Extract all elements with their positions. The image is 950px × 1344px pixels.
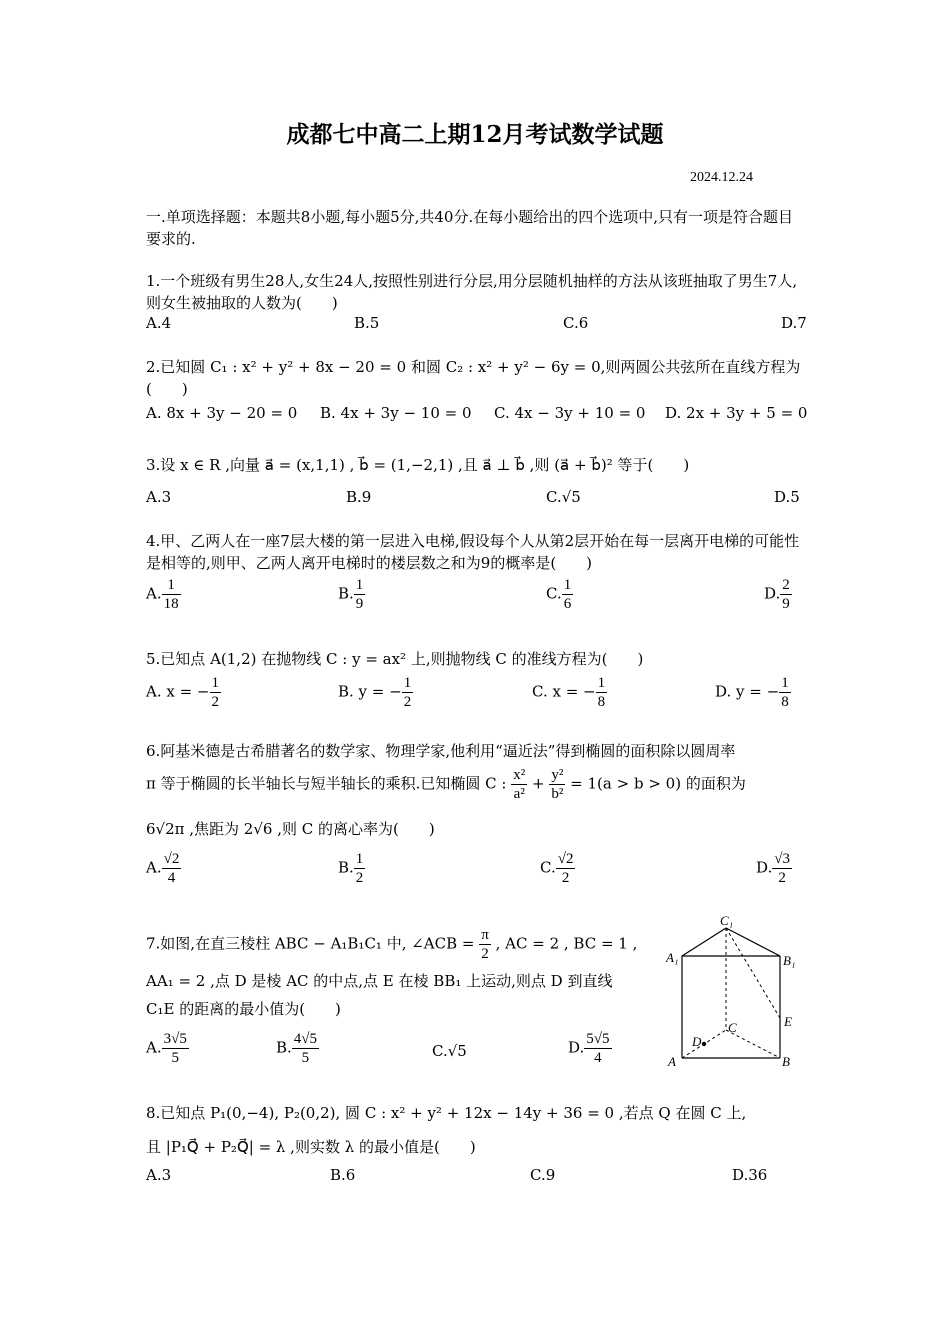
- q5-option-c-fraction: [596, 674, 608, 711]
- question-7-line-1: [146, 926, 637, 963]
- q7-option-b-label: B.: [276, 1038, 292, 1057]
- fraction-numerator: 4√5: [293, 1031, 318, 1047]
- q7-angle-fraction: [479, 926, 491, 963]
- q8-option-d: D.36: [732, 1166, 768, 1184]
- fraction-denominator: 4: [167, 870, 176, 886]
- fraction-denominator: 8: [781, 694, 789, 710]
- q6-option-c: [540, 850, 575, 887]
- q6-option-a-fraction: [162, 850, 182, 887]
- fraction-denominator: 8: [597, 694, 606, 710]
- fraction-denominator: b²: [551, 786, 564, 802]
- q7-option-d-label: D.: [568, 1038, 585, 1057]
- fraction-denominator: 2: [561, 870, 570, 886]
- q4-option-b-label: B.: [338, 584, 354, 603]
- label-e: E: [784, 1014, 792, 1029]
- q7-option-d-fraction: [584, 1030, 611, 1067]
- label-b1: B₁: [783, 953, 796, 968]
- q5-option-c: [532, 674, 607, 711]
- fraction-numerator: 5√5: [586, 1031, 610, 1047]
- fraction-denominator: 9: [782, 596, 790, 612]
- q7-option-b: [276, 1030, 319, 1067]
- q6-fraction-x: [511, 766, 527, 803]
- q4-option-a: [146, 576, 181, 613]
- label-c1: C₁: [720, 913, 734, 928]
- question-5-text: 5.已知点 A(1,2) 在抛物线 C : y = ax² 上,则抛物线 C 的准线方程为( ): [146, 650, 644, 668]
- q3-option-c: C.√5: [546, 488, 581, 506]
- q4-option-c: [546, 576, 573, 613]
- q8-option-c: C.9: [530, 1166, 556, 1184]
- question-4-text: 4.甲、乙两人在一座7层大楼的第一层进入电梯,假设每个人从第2层开始在每一层离开电梯的可能性是相等的,则甲、乙两人离开电梯时的楼层数之和为9的概率是( ): [146, 532, 800, 572]
- fraction-numerator: 1: [355, 851, 364, 867]
- q4-option-c-label: C.: [546, 584, 562, 603]
- q8-option-a: A.3: [146, 1166, 172, 1184]
- q4-option-b-fraction: [354, 576, 366, 613]
- fraction-numerator: √3: [774, 851, 790, 867]
- q4-option-d: [764, 576, 792, 613]
- fraction-numerator: √2: [557, 851, 574, 867]
- label-b: B: [782, 1054, 790, 1069]
- fraction-numerator: 1: [781, 675, 789, 691]
- q8-option-b: B.6: [330, 1166, 356, 1184]
- q7-line-1-start: 7.如图,在直三棱柱 ABC − A₁B₁C₁ 中, ∠ACB =: [146, 934, 475, 953]
- section-instructions: 一.单项选择题：本题共8小题,每小题5分,共40分.在每小题给出的四个选项中,只有一项是符合题目要求的.: [146, 208, 794, 248]
- question-8-line-1: 8.已知点 P₁(0,−4), P₂(0,2), 圆 C : x² + y² + 12x − 14y + 36 = 0 ,若点 Q 在圆 C 上,: [146, 1104, 747, 1122]
- fraction-numerator: 2: [782, 577, 790, 593]
- fraction-numerator: 1: [563, 577, 572, 593]
- q7-option-a: [146, 1030, 189, 1067]
- fraction-denominator: a²: [513, 786, 525, 802]
- q6-line-2-start: π 等于椭圆的长半轴长与短半轴长的乘积.已知椭圆 C :: [146, 774, 507, 793]
- q1-option-a: A.4: [146, 314, 172, 332]
- fraction-numerator: 1: [355, 577, 364, 593]
- q6-line-2-end: = 1(a > b > 0) 的面积为: [570, 774, 746, 793]
- q7-option-a-fraction: [162, 1030, 189, 1067]
- prism-figure: [660, 910, 810, 1076]
- fraction-numerator: 1: [162, 576, 181, 595]
- q5-option-b-fraction: [402, 674, 414, 711]
- fraction-denominator: 5: [301, 1050, 310, 1066]
- q5-option-c-label: C. x = −: [532, 682, 596, 701]
- question-7-line-3: C₁E 的距离的最小值为( ): [146, 1000, 341, 1018]
- fraction-numerator: π: [481, 927, 489, 943]
- question-6-line-3: 6√2π ,焦距为 2√6 ,则 C 的离心率为( ): [146, 820, 435, 838]
- question-3-text: 3.设 x ∈ R ,向量 a⃗ = (x,1,1) , b⃗ = (1,−2,1) ,且 a⃗ ⊥ b⃗ ,则 (a⃗ + b⃗)² 等于( ): [146, 456, 690, 474]
- q7-option-b-fraction: [292, 1030, 319, 1067]
- page-title: 成都七中高二上期12月考试数学试题: [286, 121, 664, 148]
- question-7-line-2: AA₁ = 2 ,点 D 是棱 AC 的中点,点 E 在棱 BB₁ 上运动,则点 D 到直线: [146, 972, 613, 990]
- q7-line-1-end: , AC = 2 , BC = 1 ,: [495, 934, 638, 953]
- point-d: [702, 1042, 706, 1046]
- question-2-text: 2.已知圆 C₁ : x² + y² + 8x − 20 = 0 和圆 C₂ : x² + y² − 6y = 0,则两圆公共弦所在直线方程为( ): [146, 358, 801, 398]
- fraction-denominator: 5: [171, 1050, 179, 1066]
- q3-option-b: B.9: [346, 488, 372, 506]
- fraction-numerator: 1: [211, 675, 220, 691]
- fraction-numerator: 1: [403, 675, 412, 691]
- q1-option-b: B.5: [354, 314, 380, 332]
- q5-option-d-fraction: [779, 674, 791, 711]
- q4-option-d-fraction: [780, 576, 792, 613]
- fraction-numerator: x²: [513, 767, 526, 783]
- fraction-numerator: 3√5: [163, 1031, 187, 1047]
- q6-fraction-y: [549, 766, 565, 803]
- q7-option-c: C.√5: [432, 1042, 467, 1060]
- fraction-numerator: y²: [551, 767, 564, 783]
- label-c: C: [728, 1020, 737, 1035]
- q6-option-b-label: B.: [338, 858, 354, 877]
- fraction-denominator: 9: [355, 596, 364, 612]
- q5-option-d: [715, 674, 791, 711]
- q2-option-a: A. 8x + 3y − 20 = 0: [146, 404, 298, 422]
- q3-option-d: D.5: [774, 488, 800, 506]
- fraction-denominator: 2: [211, 694, 220, 710]
- fraction-denominator: 2: [355, 870, 364, 886]
- q6-option-d-fraction: [772, 850, 792, 887]
- q2-option-b: B. 4x + 3y − 10 = 0: [320, 404, 472, 422]
- fraction-denominator: 6: [563, 596, 572, 612]
- q6-option-d-label: D.: [756, 858, 773, 877]
- fraction-numerator: 1: [597, 675, 606, 691]
- q6-option-c-fraction: [556, 850, 576, 887]
- q4-option-d-label: D.: [764, 584, 781, 603]
- q6-option-b: [338, 850, 365, 887]
- label-a1: A₁: [666, 950, 679, 965]
- label-d: D: [692, 1034, 702, 1049]
- fraction-denominator: 2: [778, 870, 786, 886]
- fraction-denominator: 4: [594, 1050, 602, 1066]
- question-6-line-2: [146, 766, 746, 803]
- fraction-denominator: 18: [163, 596, 179, 612]
- q1-option-c: C.6: [563, 314, 589, 332]
- q1-option-d: D.7: [781, 314, 807, 332]
- q4-option-a-fraction: [162, 576, 181, 613]
- q5-option-b: [338, 674, 413, 711]
- edge-c1-b1: [726, 928, 780, 956]
- q6-option-b-fraction: [354, 850, 366, 887]
- q2-option-c: C. 4x − 3y + 10 = 0: [494, 404, 646, 422]
- q5-option-d-label: D. y = −: [715, 682, 780, 701]
- q5-option-a: [146, 674, 221, 711]
- q6-option-a-label: A.: [146, 858, 162, 877]
- fraction-denominator: 2: [403, 694, 412, 710]
- q4-option-b: [338, 576, 365, 613]
- q4-option-c-fraction: [562, 576, 574, 613]
- q6-option-d: [756, 850, 792, 887]
- edge-a1-c1: [682, 928, 726, 956]
- q6-option-a: [146, 850, 181, 887]
- q5-option-b-label: B. y = −: [338, 682, 402, 701]
- label-a: A: [668, 1054, 676, 1069]
- q7-option-a-label: A.: [146, 1038, 162, 1057]
- q5-option-a-fraction: [210, 674, 222, 711]
- q2-option-d: D. 2x + 3y + 5 = 0: [665, 404, 808, 422]
- question-1-text: 1.一个班级有男生28人,女生24人,按照性别进行分层,用分层随机抽样的方法从该班抽取了男生7人,则女生被抽取的人数为( ): [146, 272, 798, 312]
- plus-sign: +: [532, 774, 545, 793]
- fraction-numerator: √2: [163, 851, 180, 867]
- q7-option-d: [568, 1030, 612, 1067]
- exam-date: 2024.12.24: [690, 170, 753, 185]
- q3-option-a: A.3: [146, 488, 172, 506]
- fraction-denominator: 2: [481, 946, 489, 962]
- q5-option-a-label: A. x = −: [146, 682, 210, 701]
- q6-option-c-label: C.: [540, 858, 556, 877]
- question-6-line-1: 6.阿基米德是古希腊著名的数学家、物理学家,他利用“逼近法”得到椭圆的面积除以圆周率: [146, 742, 736, 760]
- question-8-line-2: 且 |P₁Q⃗ + P₂Q⃗| = λ ,则实数 λ 的最小值是( ): [146, 1138, 476, 1156]
- q4-option-a-label: A.: [146, 584, 162, 603]
